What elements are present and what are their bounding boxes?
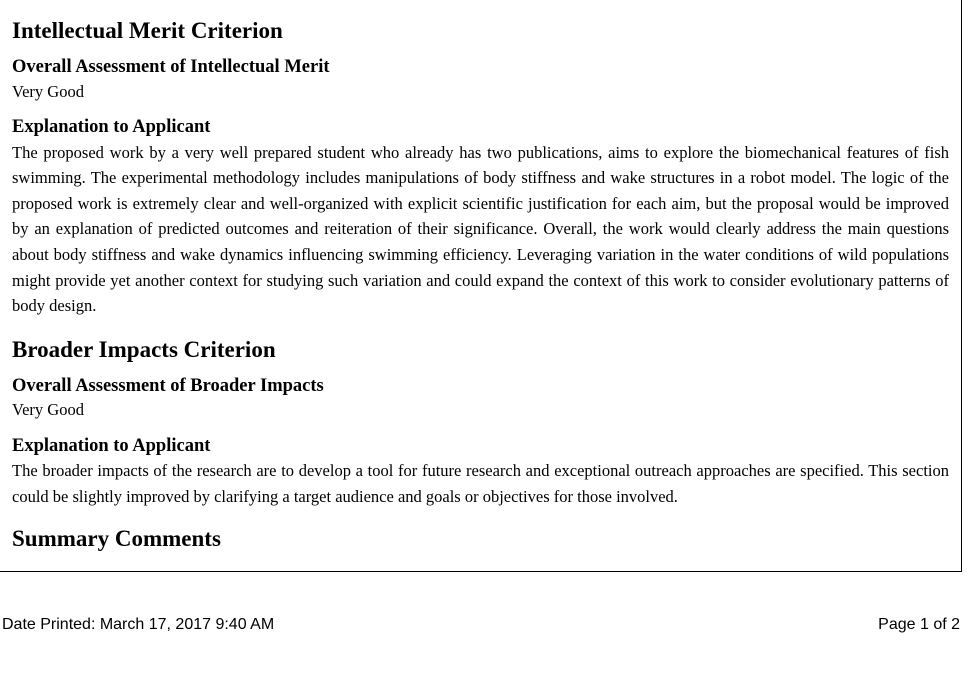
footer-date-printed: Date Printed: March 17, 2017 9:40 AM (2, 616, 275, 633)
field-label-explanation-to-applicant-intellectual-merit: Explanation to Applicant (12, 117, 211, 138)
section-heading-intellectual-merit: Intellectual Merit Criterion (12, 18, 283, 43)
field-value-overall-assessment-broader-impacts: Very Good (12, 400, 84, 420)
field-value-explanation-to-applicant-broader-impacts: The broader impacts of the research are to develop a tool for future research and exceptional outreach approaches are specified. This section could be slightly improved by clarifying a target audience and goals or objectives for those involved. (12, 461, 949, 506)
field-value-explanation-to-applicant-intellectual-merit: The proposed work by a very well prepared student who already has two publications, aims to explore the biomechanical features of fish swimming. The experimental methodology includes manipulations of body stiffness and wake structures in a robot model. The logic of the proposed work is extremely clear and well-organized with explicit scientific justification for each aim, but the proposal would be improved by an explanation of predicted outcomes and reiteration of their significance. Overall, the work would clearly address the main questions about body stiffness and wake dynamics influencing swimming efficiency. Leveraging variation in the water conditions of wild populations might provide yet another context for studying such variation and could expand the context of this work to consider evolutionary patterns of body design. (12, 142, 949, 316)
page-footer (0, 608, 962, 648)
field-value-overall-assessment-intellectual-merit: Very Good (12, 81, 84, 101)
section-heading-summary-comments: Summary Comments (12, 525, 221, 551)
section-heading-broader-impacts: Broader Impacts Criterion (12, 336, 276, 362)
field-label-overall-assessment-intellectual-merit: Overall Assessment of Intellectual Merit (12, 57, 330, 78)
footer-page-number: Page 1 of 2 (878, 616, 960, 633)
field-label-overall-assessment-broader-impacts: Overall Assessment of Broader Impacts (12, 375, 324, 396)
field-label-explanation-to-applicant-broader-impacts: Explanation to Applicant (12, 436, 211, 457)
